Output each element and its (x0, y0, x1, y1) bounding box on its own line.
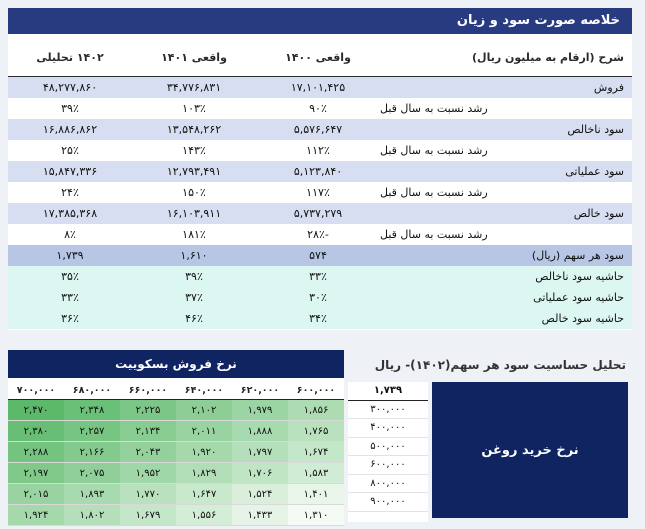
value-1402: ۳۵٪ (8, 266, 132, 287)
income-statement-panel (8, 8, 632, 330)
sensitivity-row (8, 442, 344, 463)
sensitivity-cell: ۲,۰۱۵ (8, 484, 64, 505)
income-statement-title: خلاصه صورت سود و زیان (8, 8, 632, 34)
value-1401: ۱۴۳٪ (132, 140, 256, 161)
sensitivity-cell: ۱,۷۹۷ (232, 442, 288, 463)
biscuit-rate-col: ۶۴۰,۰۰۰ (176, 382, 232, 400)
value-1401: ۳۹٪ (132, 266, 256, 287)
sensitivity-cell: ۱,۸۲۹ (176, 463, 232, 484)
oil-price-value: ۳۰۰,۰۰۰ (348, 401, 428, 420)
value-1402: ۱۵,۸۴۷,۳۳۶ (8, 161, 132, 182)
value-1400: -۲۸٪ (256, 224, 380, 245)
table-row (8, 266, 632, 287)
table-row (8, 182, 632, 203)
row-label: فروش (380, 77, 632, 99)
sensitivity-cell: ۱,۶۷۹ (120, 505, 176, 526)
oil-price-value: ۴۰۰,۰۰۰ (348, 419, 428, 438)
row-label: حاشیه سود ناخالص (380, 266, 632, 287)
sensitivity-cell: ۲,۱۹۷ (8, 463, 64, 484)
sensitivity-cell: ۱,۸۵۶ (288, 400, 344, 421)
sensitivity-cell: ۲,۳۴۸ (64, 400, 120, 421)
value-1401: ۱۶,۱۰۳,۹۱۱ (132, 203, 256, 224)
sensitivity-cell: ۲,۰۷۵ (64, 463, 120, 484)
header-desc: شرح (ارقام به میلیون ریال) (380, 38, 632, 77)
table-row (8, 203, 632, 224)
sensitivity-cell: ۱,۷۰۶ (232, 463, 288, 484)
sensitivity-cell: ۱,۸۰۲ (64, 505, 120, 526)
biscuit-rate-col: ۷۰۰,۰۰۰ (8, 382, 64, 400)
row-label: سود ناخالص (380, 119, 632, 140)
value-1401: ۱۵۰٪ (132, 182, 256, 203)
sensitivity-row (8, 463, 344, 484)
sensitivity-cell: ۲,۲۸۸ (8, 442, 64, 463)
sensitivity-cell: ۱,۸۸۸ (232, 421, 288, 442)
oil-price-value: ۸۰۰,۰۰۰ (348, 475, 428, 494)
sensitivity-grid-panel (8, 350, 344, 520)
sensitivity-row (8, 400, 344, 421)
income-statement-table (8, 38, 632, 329)
value-1402: ۲۵٪ (8, 140, 132, 161)
sensitivity-cell: ۱,۴۳۳ (232, 505, 288, 526)
table-row (8, 140, 632, 161)
value-1400: ۳۰٪ (256, 287, 380, 308)
sensitivity-cell: ۱,۷۶۵ (288, 421, 344, 442)
value-1402: ۱۷,۳۸۵,۳۶۸ (8, 203, 132, 224)
sensitivity-cell: ۲,۱۶۶ (64, 442, 120, 463)
value-1400: ۳۴٪ (256, 308, 380, 329)
sensitivity-cell: ۱,۳۱۰ (288, 505, 344, 526)
table-row (8, 98, 632, 119)
value-1400: ۳۳٪ (256, 266, 380, 287)
sensitivity-header-row (8, 382, 344, 400)
row-label: سود هر سهم (ریال) (380, 245, 632, 266)
oil-rate-label: نرخ خرید روغن (481, 442, 579, 458)
header-1402: ۱۴۰۲ تحلیلی (8, 38, 132, 77)
value-1400: ۵۷۴ (256, 245, 380, 266)
table-row (8, 161, 632, 182)
sensitivity-cell: ۱,۹۲۴ (8, 505, 64, 526)
table-row (8, 245, 632, 266)
sensitivity-cell: ۱,۹۵۲ (120, 463, 176, 484)
sensitivity-cell: ۲,۳۸۰ (8, 421, 64, 442)
sensitivity-cell: ۱,۵۲۴ (232, 484, 288, 505)
value-1402: ۱۶,۸۸۶,۸۶۲ (8, 119, 132, 140)
biscuit-rate-col: ۶۶۰,۰۰۰ (120, 382, 176, 400)
value-1400: ۵,۱۲۳,۸۴۰ (256, 161, 380, 182)
value-1402: ۱,۷۳۹ (8, 245, 132, 266)
oil-price-column (348, 382, 428, 522)
sensitivity-cell: ۲,۰۱۱ (176, 421, 232, 442)
base-eps-value: ۱,۷۳۹ (348, 382, 428, 401)
sensitivity-cell: ۱,۶۴۷ (176, 484, 232, 505)
value-1402: ۳۳٪ (8, 287, 132, 308)
value-1400: ۱۱۲٪ (256, 140, 380, 161)
sensitivity-cell: ۱,۸۹۳ (64, 484, 120, 505)
value-1402: ۸٪ (8, 224, 132, 245)
sensitivity-cell: ۲,۱۳۴ (120, 421, 176, 442)
row-label: سود خالص (380, 203, 632, 224)
value-1401: ۴۶٪ (132, 308, 256, 329)
income-statement-body (8, 77, 632, 330)
value-1400: ۱۱۷٪ (256, 182, 380, 203)
sensitivity-cell: ۲,۰۴۳ (120, 442, 176, 463)
sensitivity-row (8, 505, 344, 526)
row-label: حاشیه سود عملیاتی (380, 287, 632, 308)
oil-price-value: ۹۰۰,۰۰۰ (348, 493, 428, 512)
sensitivity-cell: ۱,۹۲۰ (176, 442, 232, 463)
table-row (8, 77, 632, 99)
value-1402: ۳۹٪ (8, 98, 132, 119)
value-1400: ۱۷,۱۰۱,۴۲۵ (256, 77, 380, 99)
sensitivity-cell: ۱,۴۰۱ (288, 484, 344, 505)
sensitivity-cell: ۱,۷۷۰ (120, 484, 176, 505)
table-row (8, 119, 632, 140)
value-1401: ۱,۶۱۰ (132, 245, 256, 266)
table-row (8, 287, 632, 308)
oil-rate-label-box (432, 382, 628, 518)
sensitivity-cell: ۱,۵۸۳ (288, 463, 344, 484)
sensitivity-title: تحلیل حساسیت سود هر سهم(۱۴۰۲)- ریال (374, 358, 626, 372)
row-label: حاشیه سود خالص (380, 308, 632, 329)
value-1401: ۳۴,۷۷۶,۸۳۱ (132, 77, 256, 99)
row-label: رشد نسبت به سال قبل (380, 182, 632, 203)
row-label: رشد نسبت به سال قبل (380, 140, 632, 161)
sensitivity-table (8, 382, 344, 526)
table-header-row (8, 38, 632, 77)
value-1402: ۳۶٪ (8, 308, 132, 329)
oil-price-value: ۶۰۰,۰۰۰ (348, 456, 428, 475)
value-1400: ۵,۵۷۶,۶۴۷ (256, 119, 380, 140)
value-1401: ۱۸۱٪ (132, 224, 256, 245)
biscuit-rate-header: نرخ فروش بسکوییت (8, 350, 344, 378)
sensitivity-row (8, 484, 344, 505)
sensitivity-cell: ۱,۵۵۶ (176, 505, 232, 526)
sensitivity-cell: ۲,۲۵۷ (64, 421, 120, 442)
sensitivity-row (8, 421, 344, 442)
row-label: سود عملیاتی (380, 161, 632, 182)
row-label: رشد نسبت به سال قبل (380, 224, 632, 245)
sensitivity-cell: ۱,۶۷۴ (288, 442, 344, 463)
value-1401: ۱۳,۵۴۸,۲۶۲ (132, 119, 256, 140)
header-1400: واقعی ۱۴۰۰ (256, 38, 380, 77)
biscuit-rate-col: ۶۸۰,۰۰۰ (64, 382, 120, 400)
table-row (8, 224, 632, 245)
table-row (8, 308, 632, 329)
sensitivity-cell: ۲,۴۷۰ (8, 400, 64, 421)
value-1400: ۵,۷۳۷,۲۷۹ (256, 203, 380, 224)
value-1402: ۲۴٪ (8, 182, 132, 203)
oil-price-value: ۵۰۰,۰۰۰ (348, 438, 428, 457)
biscuit-rate-col: ۶۰۰,۰۰۰ (288, 382, 344, 400)
header-1401: واقعی ۱۴۰۱ (132, 38, 256, 77)
sensitivity-cell: ۲,۲۲۵ (120, 400, 176, 421)
sensitivity-cell: ۲,۱۰۲ (176, 400, 232, 421)
value-1401: ۱۲,۷۹۳,۴۹۱ (132, 161, 256, 182)
value-1401: ۳۷٪ (132, 287, 256, 308)
value-1401: ۱۰۳٪ (132, 98, 256, 119)
sensitivity-body (8, 400, 344, 526)
value-1402: ۴۸,۲۷۷,۸۶۰ (8, 77, 132, 99)
biscuit-rate-col: ۶۲۰,۰۰۰ (232, 382, 288, 400)
sensitivity-cell: ۱,۹۷۹ (232, 400, 288, 421)
row-label: رشد نسبت به سال قبل (380, 98, 632, 119)
value-1400: ۹۰٪ (256, 98, 380, 119)
